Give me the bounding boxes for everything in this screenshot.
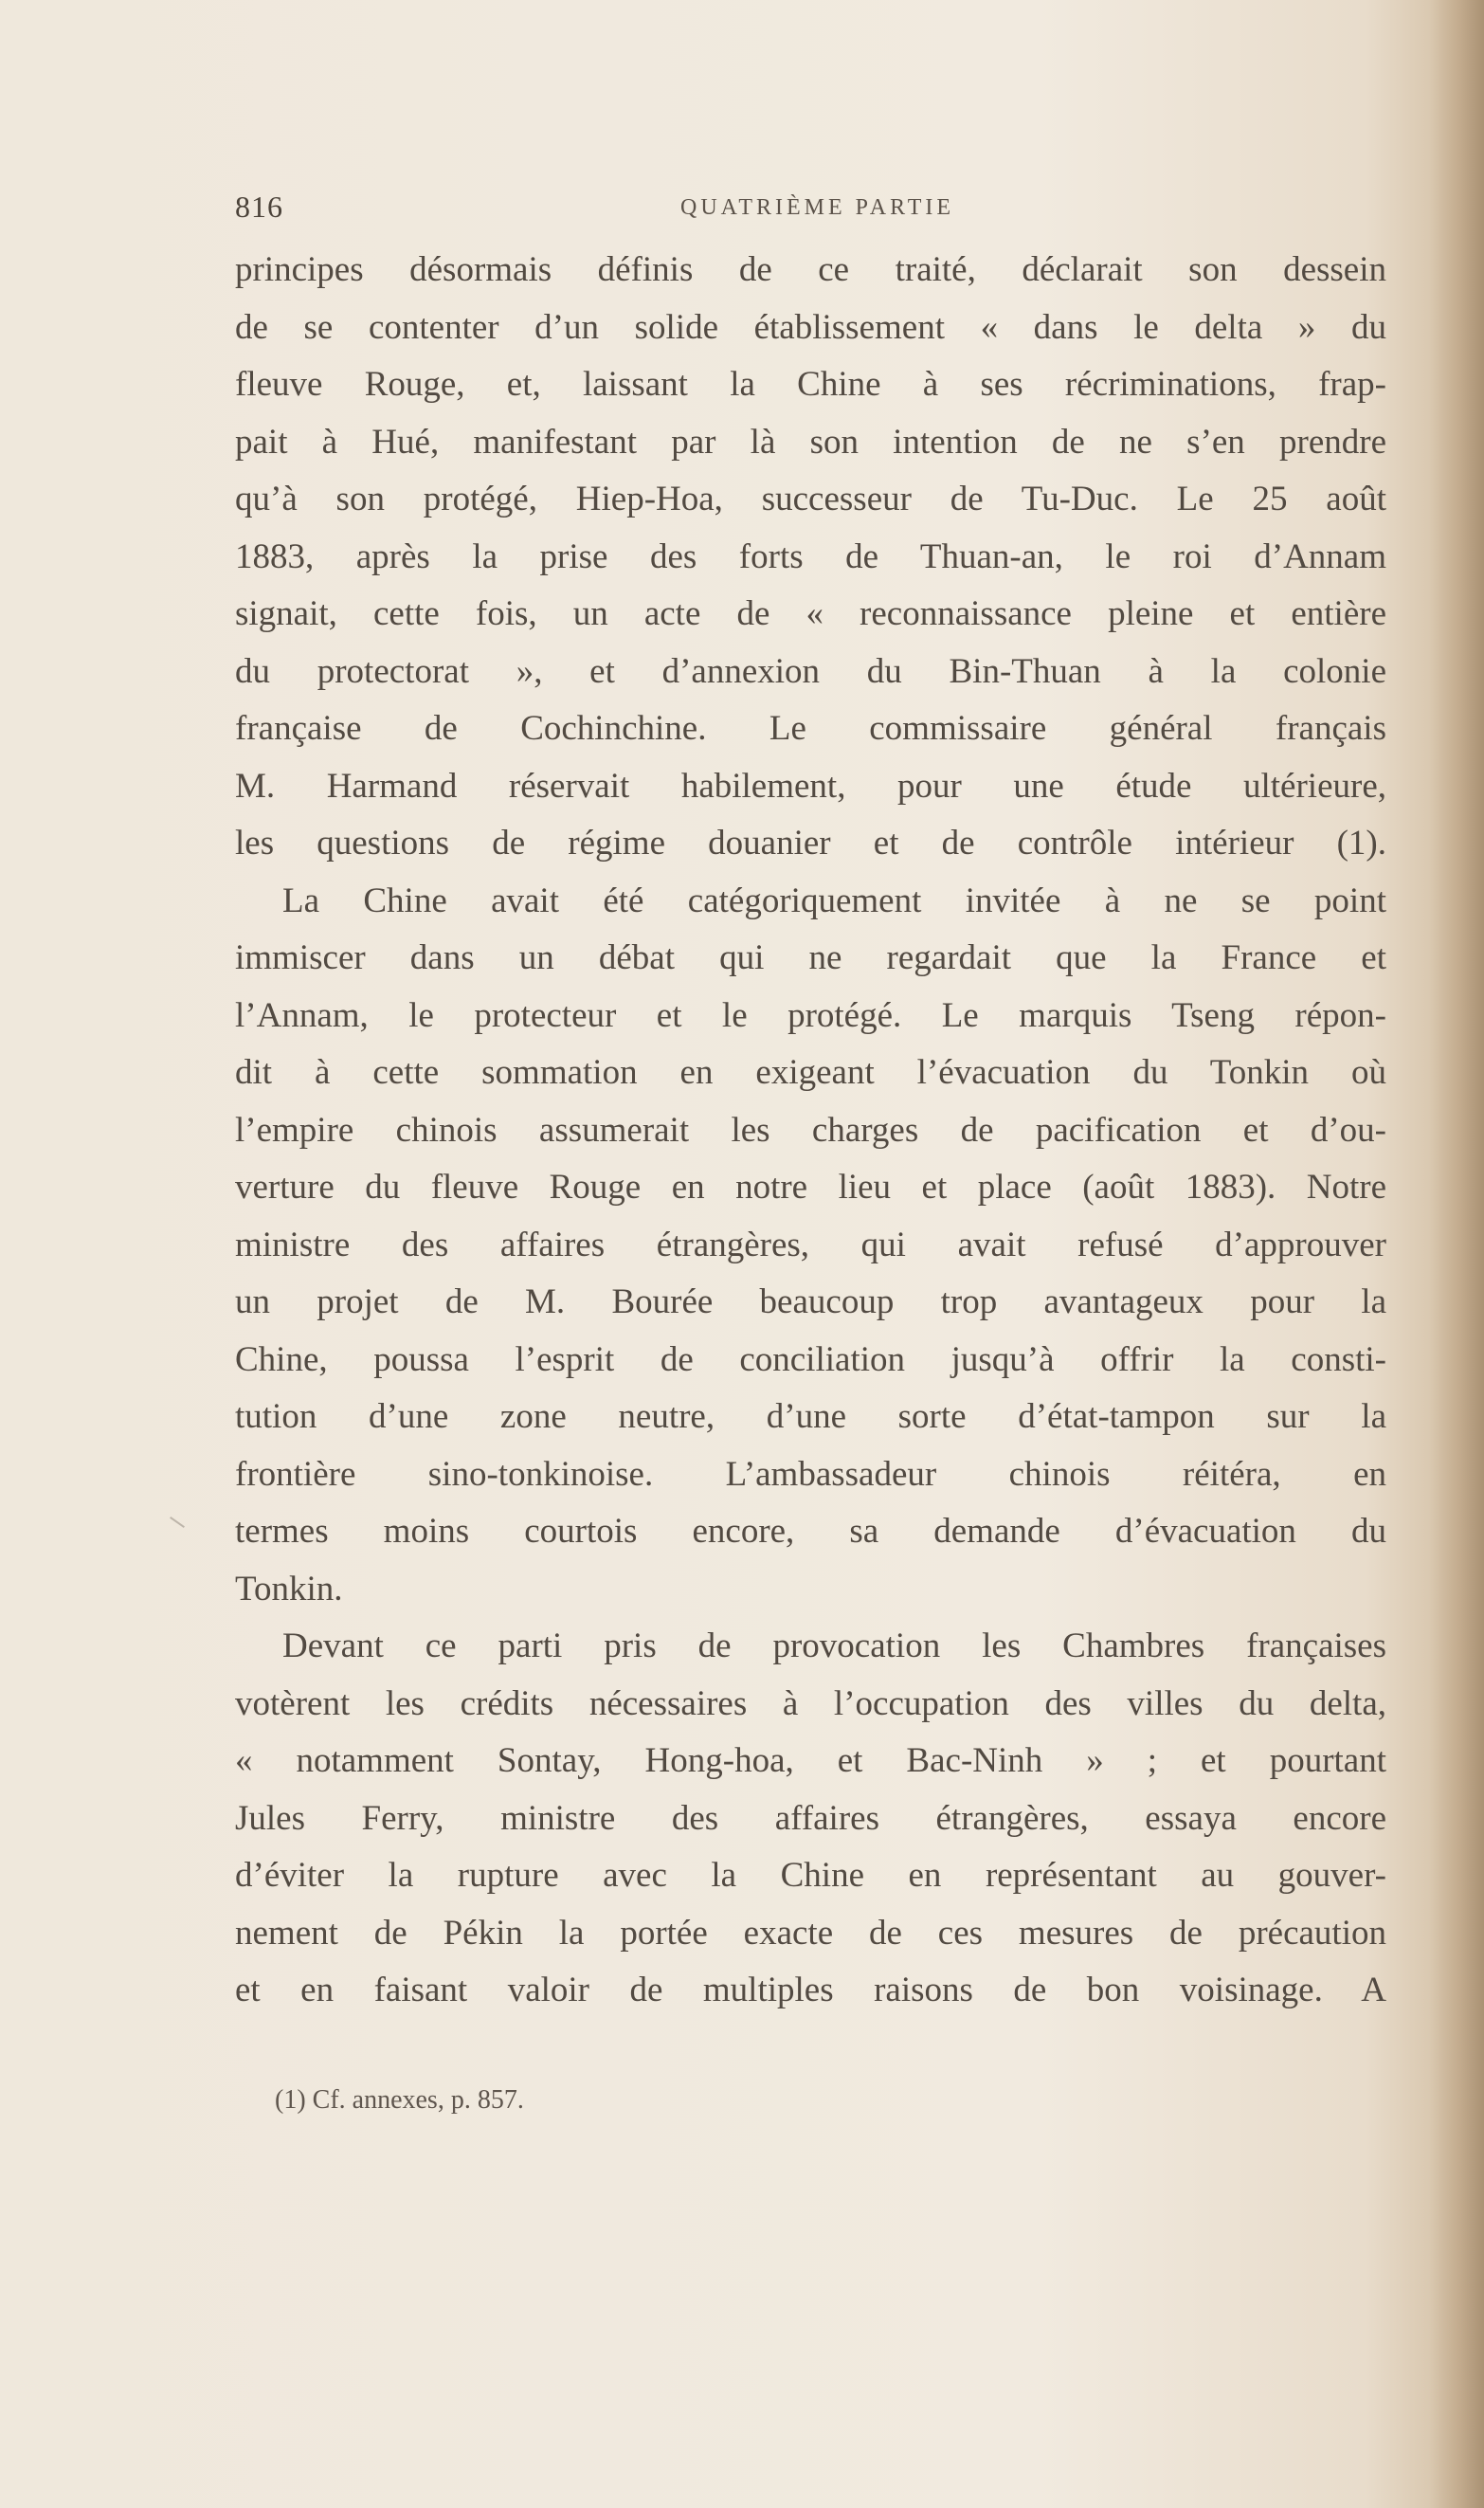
- text-line: de se contenter d’un solide établissement « dans le delta » du: [235, 307, 1386, 347]
- text-line: Chine, poussa l’esprit de conciliation jusqu’à offrir la consti-: [235, 1339, 1386, 1379]
- text-line: « notamment Sontay, Hong-hoa, et Bac-Ninh » ; et pourtant: [235, 1741, 1386, 1780]
- text-line: nement de Pékin la portée exacte de ces mesures de précaution: [235, 1913, 1386, 1953]
- text-line: votèrent les crédits nécessaires à l’occupation des villes du delta,: [235, 1683, 1386, 1723]
- running-head: QUATRIÈME PARTIE: [680, 195, 955, 220]
- page-edge-shadow: [1429, 0, 1484, 2508]
- page-header: [235, 190, 1384, 237]
- text-line: M. Harmand réservait habilement, pour une étude ultérieure,: [235, 766, 1386, 806]
- text-line: 1883, après la prise des forts de Thuan-an, le roi d’Annam: [235, 536, 1386, 576]
- footnote: (1) Cf. annexes, p. 857.: [275, 2085, 524, 2115]
- text-line: d’éviter la rupture avec la Chine en représentant au gouver-: [235, 1856, 1386, 1895]
- text-line: française de Cochinchine. Le commissaire général français: [235, 709, 1386, 748]
- text-line: termes moins courtois encore, sa demande d’évacuation du: [235, 1512, 1386, 1551]
- margin-mark: [170, 1517, 185, 1528]
- text-line: tution d’une zone neutre, d’une sorte d’état-tampon sur la: [235, 1397, 1386, 1436]
- text-line: signait, cette fois, un acte de « reconnaissance pleine et entière: [235, 594, 1386, 633]
- text-line: Tonkin.: [235, 1569, 343, 1608]
- text-line: du protectorat », et d’annexion du Bin-Thuan à la colonie: [235, 651, 1386, 691]
- text-line: ministre des affaires étrangères, qui avait refusé d’approuver: [235, 1225, 1386, 1264]
- text-line: La Chine avait été catégoriquement invitée à ne se point: [282, 881, 1386, 920]
- text-line: immiscer dans un débat qui ne regardait que la France et: [235, 938, 1386, 977]
- text-line: pait à Hué, manifestant par là son intention de ne s’en prendre: [235, 422, 1386, 462]
- text-line: verture du fleuve Rouge en notre lieu et place (août 1883). Notre: [235, 1168, 1386, 1207]
- text-line: frontière sino-tonkinoise. L’ambassadeur chinois réitéra, en: [235, 1454, 1386, 1494]
- text-line: Jules Ferry, ministre des affaires étrangères, essaya encore: [235, 1798, 1386, 1838]
- text-line: fleuve Rouge, et, laissant la Chine à ses récriminations, frap-: [235, 365, 1386, 404]
- text-line: et en faisant valoir de multiples raisons de bon voisinage. A: [235, 1971, 1386, 2009]
- text-line: les questions de régime douanier et de contrôle intérieur (1).: [235, 824, 1386, 863]
- text-line: principes désormais définis de ce traité, déclarait son dessein: [235, 250, 1386, 289]
- body-text: [235, 242, 1386, 2020]
- text-line: l’empire chinois assumerait les charges de pacification et d’ou-: [235, 1110, 1386, 1150]
- text-line: dit à cette sommation en exigeant l’évacuation du Tonkin où: [235, 1053, 1386, 1092]
- text-line: l’Annam, le protecteur et le protégé. Le marquis Tseng répon-: [235, 995, 1386, 1035]
- text-line: Devant ce parti pris de provocation les Chambres françaises: [282, 1627, 1386, 1665]
- page-number: 816: [235, 190, 283, 224]
- text-line: qu’à son protégé, Hiep-Hoa, successeur de Tu-Duc. Le 25 août: [235, 480, 1386, 518]
- text-line: un projet de M. Bourée beaucoup trop avantageux pour la: [235, 1282, 1386, 1321]
